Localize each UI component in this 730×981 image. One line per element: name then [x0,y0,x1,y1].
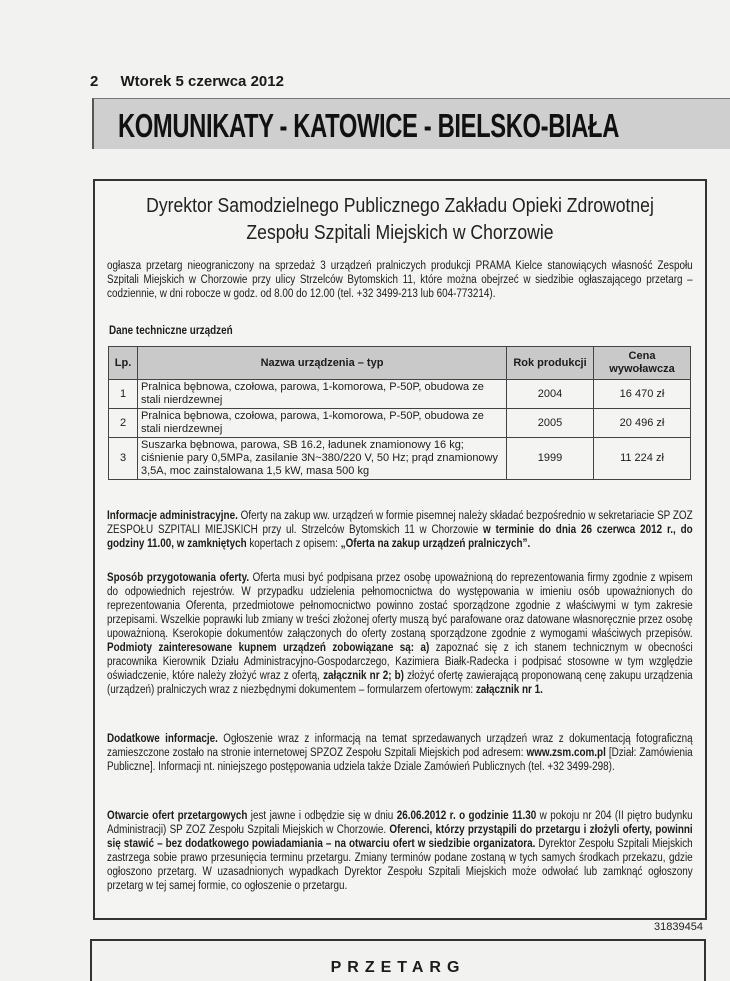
section-banner [92,98,730,149]
col-header-lp: Lp. [109,347,138,380]
opening-paragraph: Otwarcie ofert przetargowych jest jawne i odbędzie się w dniu 26.06.2012 r. o godzinie 11.30 w pokoju nr 204 (II piętro budynku Administracji) SP ZOZ Zespołu Szpitali Miejskich w Chorzowie. Oferenci, którzy przystąpili do przetargu i złożyli oferty, powinni się stawić – bez dodatkowego powiadamiania – na otwarciu ofert w siedzibie organizatora. Dyrektor Zespołu Szpitali Miejskich zastrzega sobie prawo przesunięcia terminu przetargu. Zmiany terminów podane zostaną w tych samych środkach przekazu, gdzie ogłoszono przetarg. W uzasadnionych wypadkach Dyrektor Zespołu Szpitali Miejskich może odwołać lub zamknąć ogłoszony przetarg w tej samej formie, co ogłoszenie o przetargu. [107,810,693,892]
next-notice-box [90,939,706,981]
ad-code: 31839454 [654,921,703,933]
offer-prep-lead: Sposób przygotowania oferty. [107,572,250,584]
notice-title [132,193,669,247]
row-lp: 2 [109,409,138,438]
row-price: 16 470 zł [594,380,691,409]
offer-prep-paragraph: Sposób przygotowania oferty. Oferta musi być podpisana przez osobę upoważnioną do reprezentowania firmy zgodnie z wpisem do odpowiednich rejestrów. W przypadku udzielenia pełnomocnictwa do występowania w imieniu osób upoważnionych do reprezentowania Oferenta, przedmiotowe pełnomocnictwo powinno zostać sporządzone zgodnie z właściwymi w tym zakresie przepisami. Wszelkie poprawki lub zmiany w treści złożonej oferty muszą być parafowane oraz datowane własnoręcznie przez osobę upoważnioną. Kserokopie dokumentów załączonych do oferty zostaną sporządzone zgodnie z wymogami właściwych przepisów. Podmioty zainteresowane kupnem urządzeń zobowiązane są: a) zapoznać się z ich stanem technicznym w obecności pracownika Kierownik Działu Administracyjno-Gospodarczego, Kazimiera Białk-Radecka i podpisać stosowne w tym względzie oświadczenie, które należy złożyć wraz z ofertą, załącznik nr 2; b) złożyć ofertę zawierającą proponowaną cenę zakupu urządzenia (urządzeń) pralniczych wraz z niezbędnymi dokumentem – formularzem ofertowym: załącznik nr 1. [107,572,693,696]
additional-info-lead: Dodatkowe informacje. [107,733,218,745]
additional-info-paragraph: Dodatkowe informacje. Ogłoszenie wraz z informacją na temat sprzedawanych urządzeń wraz z dokumentacją fotograficzną zamieszczone zostało na stronie internetowej SPZOZ Zespołu Szpitali Miejskich pod adresem: www.zsm.com.pl [Dział: Zamówienia Publiczne]. Informacji nt. niniejszego postępowania udziela także Dziale Zamówień Publicznych (tel. +32 3499-298). [107,733,693,773]
section-title: KOMUNIKATY - KATOWICE - BIELSKO-BIAŁA [118,107,620,144]
row-lp: 3 [109,438,138,480]
col-header-name: Nazwa urządzenia – typ [138,347,507,380]
row-name: Pralnica bębnowa, czołowa, parowa, 1-komorowa, P-50P, obudowa ze stali nierdzewnej [138,409,507,438]
page-header [90,73,284,90]
notice-title-line1: Dyrektor Samodzielnego Publicznego Zakładu Opieki Zdrowotnej [146,195,654,217]
row-lp: 1 [109,380,138,409]
row-price: 20 496 zł [594,409,691,438]
table-row [109,409,691,438]
row-name: Pralnica bębnowa, czołowa, parowa, 1-komorowa, P-50P, obudowa ze stali nierdzewnej [138,380,507,409]
row-year: 2005 [507,409,594,438]
notice-title-line2: Zespołu Szpitali Miejskich w Chorzowie [246,222,554,244]
intro-paragraph: ogłasza przetarg nieograniczony na sprzedaż 3 urządzeń pralniczych produkcji PRAMA Kielce stanowiących własność Zespołu Szpitali Miejskich w Chorzowie przy ulicy Strzelców Bytomskich 11, które można obejrzeć w siedzibie ogłaszającego przetarg – codziennie, w dni robocze w godz. od 8.00 do 12.00 (tel. +32 3499-213 lub 604-773214). [107,260,693,300]
table-header-row [109,347,691,380]
col-header-price: Cena wywoławcza [594,347,691,380]
admin-info-lead: Informacje administracyjne. [107,510,238,522]
table-row [109,380,691,409]
row-price: 11 224 zł [594,438,691,480]
opening-lead: Otwarcie ofert przetargowych [107,810,248,822]
issue-date: Wtorek 5 czerwca 2012 [120,73,284,90]
tech-data-table [108,346,691,480]
next-notice-label: PRZETARG [330,959,466,976]
table-row [109,438,691,480]
tender-notice [93,179,707,920]
row-name: Suszarka bębnowa, parowa, SB 16.2, ładunek znamionowy 16 kg; ciśnienie pary 0,5MPa, zasilanie 3N~380/220 V, 50 Hz; prąd znamionowy 3,5A, moc zainstalowana 1,5 kW, masa 500 kg [138,438,507,480]
admin-info-paragraph: Informacje administracyjne. Oferty na zakup ww. urządzeń w formie pisemnej należy składać bezpośrednio w sekretariacie SP ZOZ ZESPOŁU SZPITALI MIEJSKICH przy ul. Strzelców Bytomskich 11 w Chorzowie w terminie do dnia 26 czerwca 2012 r., do godziny 11.00, w zamkniętych kopertach z opisem: „Oferta na zakup urządzeń pralniczych”. [107,510,693,550]
page-number: 2 [90,73,99,90]
row-year: 1999 [507,438,594,480]
tech-data-label: Dane techniczne urządzeń [109,325,233,337]
col-header-year: Rok produkcji [507,347,594,380]
row-year: 2004 [507,380,594,409]
